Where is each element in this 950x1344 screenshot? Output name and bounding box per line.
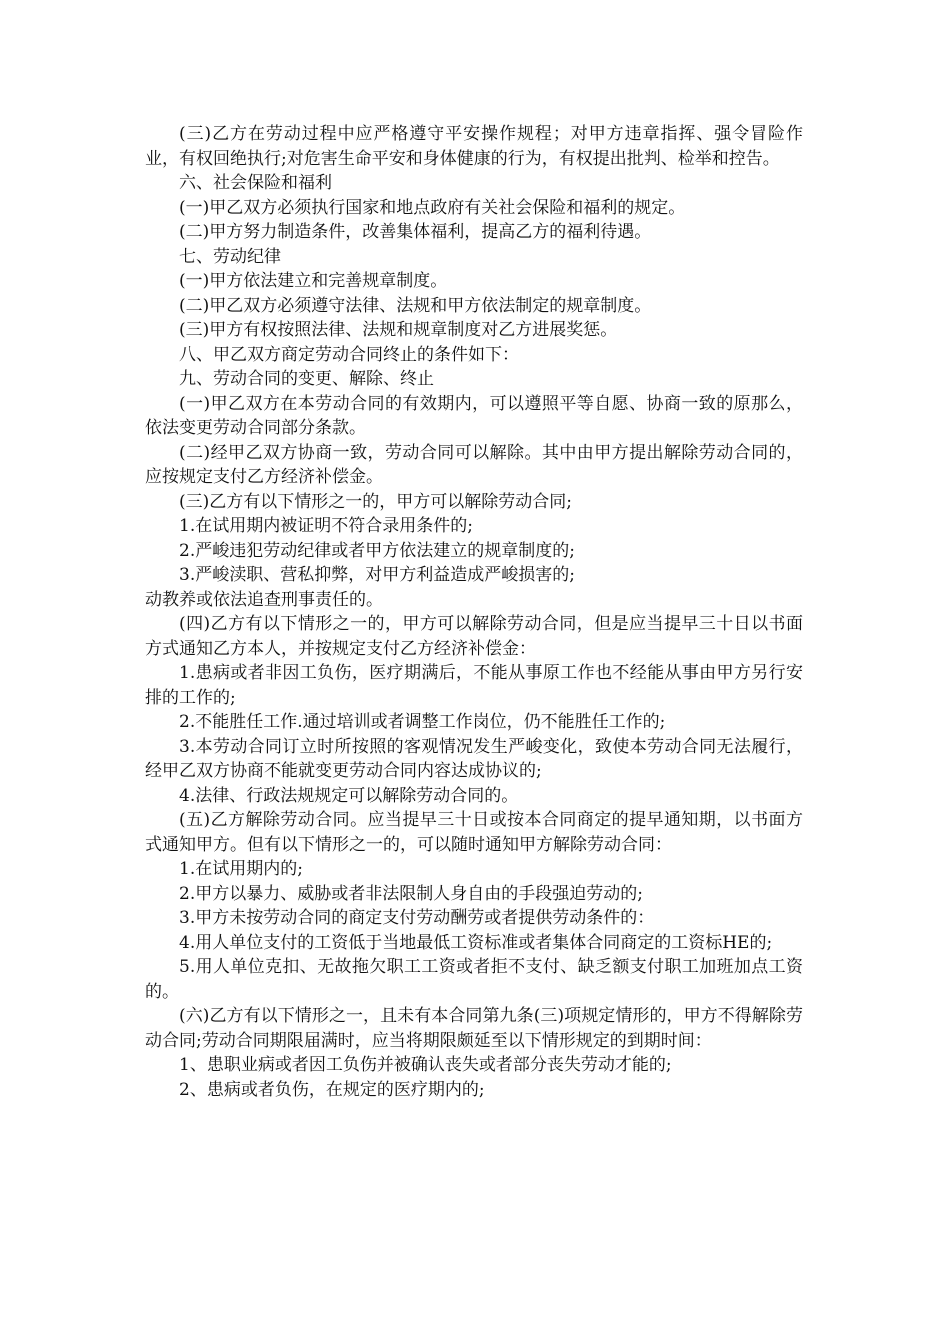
- section-heading: 六、社会保险和福利: [179, 173, 332, 193]
- clause-paragraph: (三)甲方有权按照法律、法规和规章制度对乙方进展奖惩。: [179, 320, 618, 340]
- continuation-line: 动教养或依法追查刑事责任的。: [145, 589, 383, 610]
- clause-paragraph: (一)甲乙双方在本劳动合同的有效期内，可以遵照平等自愿、协商一致的原那么，依法变更劳动合同部分条款。: [145, 393, 803, 438]
- clause-paragraph: (四)乙方有以下情形之一的，甲方可以解除劳动合同，但是应当提早三十日以书面方式通知乙方本人，并按规定支付乙方经济补偿金：: [145, 614, 803, 659]
- list-item: 3.严峻渎职、营私抑弊，对甲方利益造成严峻损害的;: [179, 565, 575, 585]
- list-item: 4.用人单位支付的工资低于当地最低工资标准或者集体合同商定的工资标HE的;: [179, 932, 773, 953]
- list-item: 5.用人单位克扣、无故拖欠职工工资或者拒不支付、缺乏额支付职工加班加点工资的。: [145, 957, 803, 1002]
- list-item: 2.严峻违犯劳动纪律或者甲方依法建立的规章制度的;: [179, 540, 575, 561]
- list-item: 3.甲方未按劳动合同的商定支付劳动酬劳或者提供劳动条件的：: [179, 908, 655, 928]
- list-item: 1.在试用期内被证明不符合录用条件的;: [179, 516, 473, 536]
- list-item: 2.甲方以暴力、威胁或者非法限制人身自由的手段强迫劳动的;: [179, 883, 643, 904]
- clause-paragraph: (二)甲方努力制造条件，改善集体福利，提高乙方的福利待遇。: [179, 222, 652, 242]
- list-item: 4.法律、行政法规规定可以解除劳动合同的。: [179, 785, 519, 806]
- clause-paragraph: (三)乙方有以下情形之一的，甲方可以解除劳动合同;: [179, 491, 572, 512]
- document-page: [145, 122, 803, 1102]
- clause-paragraph: (二)经甲乙双方协商一致，劳动合同可以解除。其中由甲方提出解除劳动合同的，应按规定支付乙方经济补偿金。: [145, 442, 803, 487]
- list-item: 2.不能胜任工作.通过培训或者调整工作岗位，仍不能胜任工作的;: [179, 712, 666, 732]
- section-heading: 八、甲乙双方商定劳动合同终止的条件如下：: [179, 344, 519, 365]
- clause-paragraph: (一)甲方依法建立和完善规章制度。: [179, 271, 448, 291]
- list-item: 1.在试用期内的;: [179, 859, 303, 879]
- list-item: 1、患职业病或者因工负伤并被确认丧失或者部分丧失劳动才能的;: [179, 1055, 672, 1075]
- clause-paragraph: (二)甲乙双方必须遵守法律、法规和甲方依法制定的规章制度。: [179, 295, 652, 316]
- list-item: 2、患病或者负伤，在规定的医疗期内的;: [179, 1079, 485, 1100]
- clause-paragraph: (六)乙方有以下情形之一，且未有本合同第九条(三)项规定情形的，甲方不得解除劳动合同;劳动合同期限届满时，应当将期限颇延至以下情形规定的到期时间：: [145, 1006, 803, 1051]
- list-item: 3.本劳动合同订立时所按照的客观情况发生严峻变化，致使本劳动合同无法履行，经甲乙双方协商不能就变更劳动合同内容达成协议的;: [145, 736, 803, 781]
- section-heading: 九、劳动合同的变更、解除、终止: [179, 369, 434, 389]
- clause-paragraph: (一)甲乙双方必须执行国家和地点政府有关社会保险和福利的规定。: [179, 197, 686, 218]
- list-item: 1.患病或者非因工负伤，医疗期满后，不能从事原工作也不经能从事由甲方另行安排的工作的;: [145, 663, 803, 708]
- clause-paragraph: (五)乙方解除劳动合同。应当提早三十日或按本合同商定的提早通知期，以书面方式通知甲方。但有以下情形之一的，可以随时通知甲方解除劳动合同：: [145, 810, 803, 855]
- section-heading: 七、劳动纪律: [179, 246, 281, 267]
- clause-paragraph: (三)乙方在劳动过程中应严格遵守平安操作规程；对甲方违章指挥、强令冒险作业，有权回绝执行;对危害生命平安和身体健康的行为，有权提出批判、检举和控告。: [145, 124, 803, 169]
